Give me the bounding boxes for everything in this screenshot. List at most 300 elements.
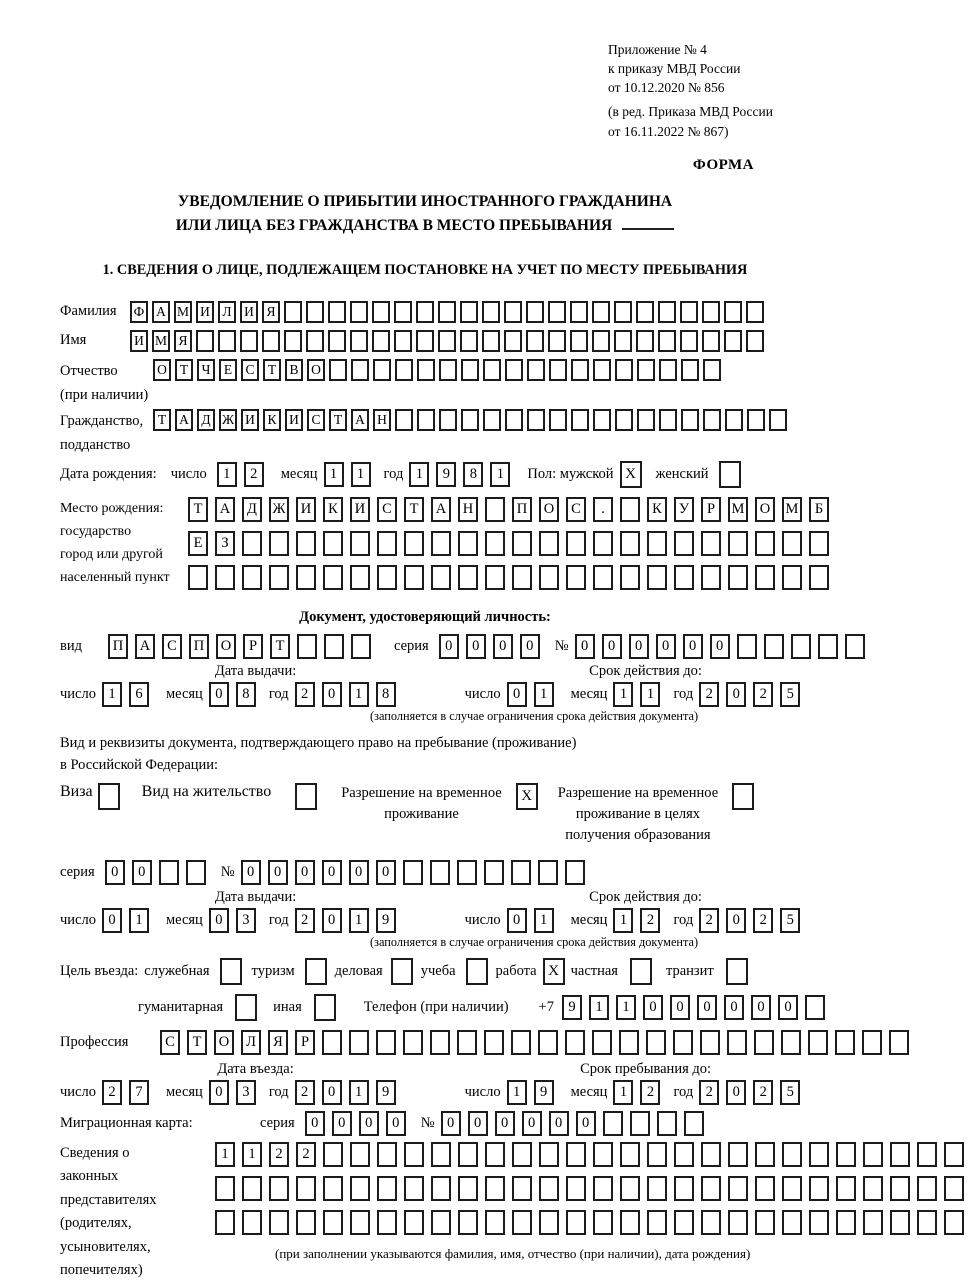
purpose-label: Цель въезда:: [60, 962, 139, 979]
year-label: год: [673, 685, 694, 702]
char-cell: 1: [215, 1142, 235, 1167]
field-permit-number: [60, 860, 790, 885]
char-cell: [504, 330, 522, 352]
field-birthplace: [60, 497, 824, 599]
char-cell: 1: [613, 1080, 633, 1105]
char-cell: Т: [188, 497, 208, 522]
char-cell: [728, 1210, 748, 1235]
residence-checkbox: [295, 783, 317, 810]
char-cell: Т: [175, 359, 193, 381]
char-cell: [404, 565, 424, 590]
char-cell: [614, 301, 632, 323]
birthplace-row2-cells: [188, 531, 836, 556]
char-cell: 2: [699, 682, 719, 707]
char-cell: [592, 330, 610, 352]
char-cell: [458, 1142, 478, 1167]
firstname-label: Имя: [60, 332, 87, 349]
char-cell: П: [108, 634, 128, 659]
char-cell: [306, 301, 324, 323]
permit-number-cells: [241, 860, 592, 885]
char-cell: [351, 359, 369, 381]
char-cell: [431, 1142, 451, 1167]
char-cell: [673, 1030, 693, 1055]
char-cell: [485, 1176, 505, 1201]
char-cell: 0: [683, 634, 703, 659]
char-cell: [314, 994, 336, 1021]
delovaya-checkbox: [391, 958, 413, 985]
char-cell: 1: [534, 908, 554, 933]
doc-issue-month-cells: [209, 682, 263, 707]
char-cell: [457, 860, 477, 885]
representatives-label-line1: Сведения о: [60, 1144, 130, 1161]
char-cell: С: [307, 409, 325, 431]
char-cell: [728, 531, 748, 556]
char-cell: [755, 1142, 775, 1167]
char-cell: О: [216, 634, 236, 659]
char-cell: [727, 1030, 747, 1055]
char-cell: 1: [242, 1142, 262, 1167]
char-cell: [350, 301, 368, 323]
form-title: [60, 190, 790, 238]
char-cell: [566, 565, 586, 590]
char-cell: [719, 461, 741, 488]
char-cell: К: [323, 497, 343, 522]
char-cell: [458, 1176, 478, 1201]
doc-seria-label: серия: [394, 637, 429, 654]
char-cell: Н: [373, 409, 391, 431]
char-cell: [215, 1176, 235, 1201]
char-cell: [657, 1111, 677, 1136]
char-cell: 0: [295, 860, 315, 885]
char-cell: [863, 1176, 883, 1201]
char-cell: [725, 409, 743, 431]
doc-valid-note: (заполняется в случае ограничения срока действия документа): [370, 708, 699, 723]
mig-number-label: №: [420, 1114, 435, 1131]
char-cell: 0: [209, 1080, 229, 1105]
char-cell: [416, 330, 434, 352]
char-cell: Ж: [219, 409, 237, 431]
rvp-option: [341, 783, 537, 825]
month-label: месяц: [165, 1083, 203, 1100]
doc-issue-date-label: Дата выдачи:: [214, 662, 297, 679]
char-cell: [483, 359, 501, 381]
char-cell: [781, 1030, 801, 1055]
char-cell: [484, 860, 504, 885]
birth-day-cells: [217, 462, 271, 487]
char-cell: 0: [629, 634, 649, 659]
char-cell: [324, 634, 344, 659]
char-cell: Л: [241, 1030, 261, 1055]
permit-seria-cells: [105, 860, 213, 885]
char-cell: 0: [441, 1111, 461, 1136]
char-cell: [701, 1176, 721, 1201]
residence-option: [142, 783, 318, 810]
char-cell: 0: [751, 995, 771, 1020]
citizenship-cells: [153, 409, 791, 431]
stay-day-cells: [507, 1080, 561, 1105]
char-cell: [593, 1210, 613, 1235]
char-cell: 2: [640, 1080, 660, 1105]
char-cell: А: [431, 497, 451, 522]
permit-type-checkboxes: [60, 783, 790, 846]
month-label: месяц: [280, 465, 318, 482]
permit-valid-until-label: Срок действия до:: [589, 888, 702, 905]
char-cell: [538, 1030, 558, 1055]
char-cell: [724, 330, 742, 352]
field-patronymic: [60, 359, 790, 407]
doc-type-cells: [108, 634, 378, 659]
char-cell: [377, 531, 397, 556]
char-cell: [620, 1142, 640, 1167]
identity-doc-heading: Документ, удостоверяющий личность:: [299, 608, 551, 625]
birthplace-row1-cells: [188, 497, 836, 522]
representatives-label-line4: (родителях,: [60, 1215, 132, 1232]
char-cell: [188, 565, 208, 590]
char-cell: [539, 1142, 559, 1167]
char-cell: [755, 1210, 775, 1235]
char-cell: 1: [589, 995, 609, 1020]
char-cell: [889, 1030, 909, 1055]
char-cell: 0: [268, 860, 288, 885]
char-cell: [349, 1030, 369, 1055]
char-cell: [485, 565, 505, 590]
char-cell: 2: [753, 1080, 773, 1105]
char-cell: [549, 409, 567, 431]
char-cell: [782, 1210, 802, 1235]
char-cell: [485, 1142, 505, 1167]
char-cell: 0: [602, 634, 622, 659]
day-label: число: [170, 465, 207, 482]
char-cell: [593, 409, 611, 431]
char-cell: [512, 565, 532, 590]
char-cell: [647, 1210, 667, 1235]
char-cell: X: [516, 783, 538, 810]
rvp-edu-label-line2: проживание в целях: [575, 805, 700, 822]
char-cell: [323, 531, 343, 556]
char-cell: 5: [780, 908, 800, 933]
char-cell: [728, 565, 748, 590]
char-cell: [404, 1210, 424, 1235]
char-cell: 0: [643, 995, 663, 1020]
char-cell: [637, 409, 655, 431]
char-cell: С: [241, 359, 259, 381]
char-cell: [620, 1176, 640, 1201]
char-cell: М: [152, 330, 170, 352]
char-cell: [297, 634, 317, 659]
char-cell: 0: [102, 908, 122, 933]
char-cell: [483, 409, 501, 431]
char-cell: [674, 531, 694, 556]
char-cell: И: [285, 409, 303, 431]
phone-prefix: +7: [538, 998, 554, 1015]
permit-line2: в Российской Федерации:: [60, 757, 219, 774]
char-cell: [416, 301, 434, 323]
field-migration-card: [60, 1111, 790, 1136]
char-cell: [328, 301, 346, 323]
birthplace-label-line2: государство: [60, 523, 132, 539]
stay-month-cells: [613, 1080, 667, 1105]
char-cell: 0: [493, 634, 513, 659]
permit-issue-date-label: Дата выдачи:: [214, 888, 297, 905]
char-cell: 2: [699, 908, 719, 933]
char-cell: 1: [349, 682, 369, 707]
char-cell: [636, 301, 654, 323]
char-cell: [235, 994, 257, 1021]
char-cell: [620, 497, 640, 522]
char-cell: [755, 565, 775, 590]
char-cell: 0: [656, 634, 676, 659]
char-cell: [615, 409, 633, 431]
birthplace-label-line4: населенный пункт: [60, 569, 170, 585]
char-cell: А: [152, 301, 170, 323]
tranzit-label: транзит: [665, 962, 714, 979]
patronymic-label-line2: (при наличии): [60, 386, 149, 403]
doc-issue-year-cells: [295, 682, 403, 707]
representatives-label-line3: представителях: [60, 1191, 157, 1208]
char-cell: [438, 301, 456, 323]
char-cell: В: [285, 359, 303, 381]
char-cell: [619, 1030, 639, 1055]
char-cell: К: [647, 497, 667, 522]
char-cell: [262, 330, 280, 352]
char-cell: 0: [466, 634, 486, 659]
field-firstname: [60, 330, 790, 352]
char-cell: [566, 1210, 586, 1235]
turizm-label: туризм: [251, 962, 295, 979]
char-cell: [917, 1210, 937, 1235]
char-cell: [681, 409, 699, 431]
year-label: год: [268, 1083, 289, 1100]
char-cell: С: [566, 497, 586, 522]
char-cell: [539, 1210, 559, 1235]
char-cell: 1: [102, 682, 122, 707]
month-label: месяц: [165, 685, 203, 702]
purpose-row1: [60, 958, 790, 985]
char-cell: О: [539, 497, 559, 522]
char-cell: [809, 531, 829, 556]
patronymic-label-line1: Отчество: [60, 362, 118, 379]
char-cell: [512, 1176, 532, 1201]
char-cell: [809, 1142, 829, 1167]
char-cell: 0: [322, 908, 342, 933]
char-cell: [890, 1210, 910, 1235]
char-cell: [512, 531, 532, 556]
representatives-note: (при заполнении указываются фамилия, имя, отчество (при наличии), дата рождения): [275, 1245, 751, 1261]
char-cell: [746, 301, 764, 323]
field-representatives: [60, 1142, 790, 1283]
char-cell: [593, 1142, 613, 1167]
char-cell: [701, 531, 721, 556]
char-cell: [737, 634, 757, 659]
char-cell: 1: [324, 462, 344, 487]
month-label: месяц: [165, 911, 203, 928]
char-cell: [323, 1176, 343, 1201]
char-cell: [351, 634, 371, 659]
char-cell: [565, 1030, 585, 1055]
char-cell: 0: [241, 860, 261, 885]
migration-card-label: Миграционная карта:: [60, 1114, 193, 1131]
char-cell: [658, 330, 676, 352]
char-cell: Б: [809, 497, 829, 522]
char-cell: 3: [236, 1080, 256, 1105]
char-cell: [755, 531, 775, 556]
char-cell: [701, 565, 721, 590]
sex-male-checkbox: [620, 461, 642, 488]
char-cell: 0: [376, 860, 396, 885]
citizenship-label-line2: подданство: [60, 436, 131, 453]
turizm-checkbox: [305, 958, 327, 985]
char-cell: 9: [376, 1080, 396, 1105]
char-cell: [284, 330, 302, 352]
permit-line1: Вид и реквизиты документа, подтверждающего право на пребывание (проживание): [60, 734, 577, 751]
char-cell: [818, 634, 838, 659]
gumanitarnaya-label: гуманитарная: [138, 998, 224, 1015]
char-cell: Т: [187, 1030, 207, 1055]
char-cell: [782, 565, 802, 590]
char-cell: [791, 634, 811, 659]
char-cell: [702, 301, 720, 323]
char-cell: 0: [322, 860, 342, 885]
day-label: число: [60, 911, 96, 928]
char-cell: 2: [296, 1142, 316, 1167]
annex-line: к приказу МВД России: [608, 61, 741, 77]
char-cell: И: [196, 301, 214, 323]
char-cell: [674, 565, 694, 590]
doc-valid-until-label: Срок действия до:: [589, 662, 702, 679]
char-cell: X: [620, 461, 642, 488]
year-label: год: [673, 1083, 694, 1100]
char-cell: X: [543, 958, 565, 985]
rvp-edu-checkbox: [732, 783, 754, 810]
char-cell: [439, 409, 457, 431]
char-cell: И: [296, 497, 316, 522]
char-cell: [482, 301, 500, 323]
char-cell: [186, 860, 206, 885]
sex-female-label: женский: [655, 465, 709, 482]
char-cell: [376, 1030, 396, 1055]
char-cell: 1: [409, 462, 429, 487]
char-cell: 6: [129, 682, 149, 707]
year-label: год: [383, 465, 404, 482]
char-cell: [284, 301, 302, 323]
char-cell: [726, 958, 748, 985]
doc-seria-cells: [439, 634, 547, 659]
char-cell: 1: [613, 908, 633, 933]
char-cell: [724, 301, 742, 323]
char-cell: П: [512, 497, 532, 522]
char-cell: Р: [243, 634, 263, 659]
citizenship-label: [60, 409, 153, 457]
month-label: месяц: [570, 1083, 608, 1100]
birthplace-rows: [188, 497, 836, 599]
patronymic-label: [60, 359, 153, 407]
char-cell: [377, 565, 397, 590]
chastnaya-label: частная: [570, 962, 618, 979]
char-cell: 5: [780, 682, 800, 707]
char-cell: [417, 359, 435, 381]
doc-valid-month-cells: [613, 682, 667, 707]
residence-label: Вид на жительство: [141, 782, 272, 800]
entry-dates: [60, 1080, 794, 1105]
char-cell: [526, 330, 544, 352]
char-cell: [431, 531, 451, 556]
char-cell: Т: [153, 409, 171, 431]
day-label: число: [464, 1083, 501, 1100]
day-label: число: [60, 685, 96, 702]
char-cell: И: [130, 330, 148, 352]
char-cell: 0: [332, 1111, 352, 1136]
surname-cells: [130, 301, 768, 323]
doc-valid-year-cells: [699, 682, 807, 707]
char-cell: [944, 1142, 964, 1167]
representatives-rows: [215, 1142, 971, 1262]
char-cell: [242, 1176, 262, 1201]
permit-date-labels: [60, 889, 790, 906]
char-cell: 0: [132, 860, 152, 885]
rvp-label-line1: Разрешение на временное: [341, 784, 502, 801]
doc-type-label: вид: [60, 637, 82, 654]
birth-month-cells: [324, 462, 378, 487]
char-cell: [511, 1030, 531, 1055]
doc-dates: [60, 682, 794, 707]
char-cell: [527, 359, 545, 381]
char-cell: 7: [129, 1080, 149, 1105]
representatives-label-line6: попечителях): [60, 1262, 143, 1279]
char-cell: [527, 409, 545, 431]
char-cell: [565, 860, 585, 885]
representatives-label-line5: усыновителях,: [60, 1238, 151, 1255]
char-cell: [782, 531, 802, 556]
char-cell: [836, 1210, 856, 1235]
char-cell: 2: [295, 1080, 315, 1105]
title-blank-underline: [622, 228, 674, 230]
representatives-row2-cells: [215, 1176, 971, 1201]
char-cell: [674, 1142, 694, 1167]
char-cell: [350, 1210, 370, 1235]
char-cell: [350, 330, 368, 352]
rvp-checkbox: [516, 783, 538, 810]
phone-cells: [562, 995, 832, 1020]
doc-issue-day-cells: [102, 682, 156, 707]
char-cell: [350, 1176, 370, 1201]
char-cell: Е: [219, 359, 237, 381]
representatives-row3-cells: [215, 1210, 971, 1235]
char-cell: [636, 330, 654, 352]
char-cell: 1: [129, 908, 149, 933]
char-cell: [296, 531, 316, 556]
char-cell: С: [377, 497, 397, 522]
stay-until-label: Срок пребывания до:: [580, 1060, 712, 1077]
char-cell: Т: [263, 359, 281, 381]
char-cell: [764, 634, 784, 659]
char-cell: [460, 301, 478, 323]
char-cell: [703, 409, 721, 431]
char-cell: [593, 1176, 613, 1201]
inaya-label: иная: [273, 998, 302, 1015]
char-cell: [571, 359, 589, 381]
char-cell: [460, 330, 478, 352]
char-cell: [809, 1210, 829, 1235]
char-cell: [461, 359, 479, 381]
char-cell: [485, 1210, 505, 1235]
char-cell: С: [160, 1030, 180, 1055]
day-label: число: [464, 911, 501, 928]
char-cell: [944, 1210, 964, 1235]
char-cell: 9: [376, 908, 396, 933]
char-cell: П: [189, 634, 209, 659]
rabota-checkbox: [543, 958, 565, 985]
char-cell: [269, 1210, 289, 1235]
